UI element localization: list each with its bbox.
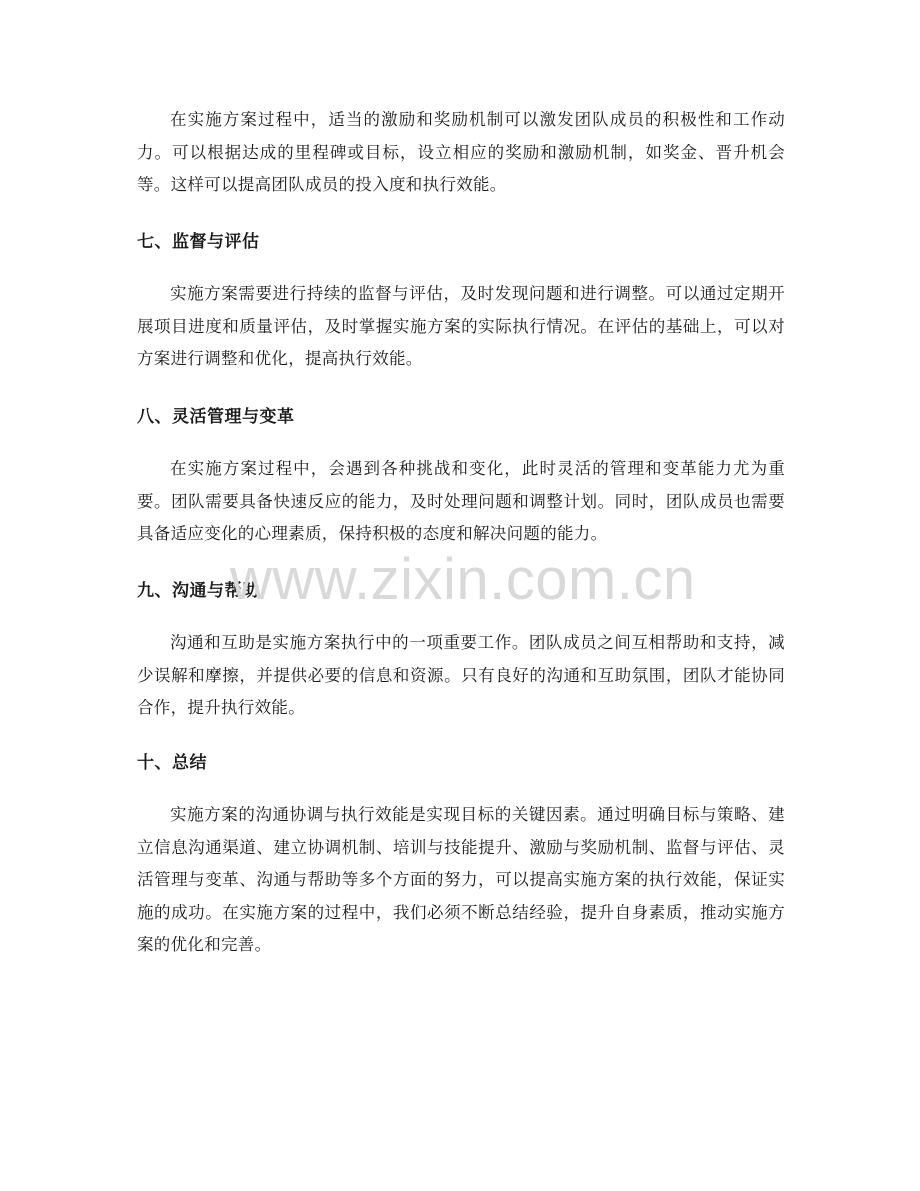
watermark: www.zixin.com.cn — [230, 547, 696, 612]
paragraph-summary: 实施方案的沟通协调与执行效能是实现目标的关键因素。通过明确目标与策略、建立信息沟通渠道、建立协调机制、培训与技能提升、激励与奖励机制、监督与评估、灵活管理与变革、沟通与帮助等多个方面的努力，可以提高实施方案的执行效能，保证实施的成功。在实施方案的过程中，我们必须不断总结经验，提升自身素质，推动实施方案的优化和完善。 — [137, 805, 785, 954]
paragraph-communication: 沟通和互助是实施方案执行中的一项重要工作。团队成员之间互相帮助和支持，减少误解和摩擦，并提供必要的信息和资源。只有良好的沟通和互助氛围，团队才能协同合作，提升执行效能。 — [137, 633, 785, 717]
paragraph-incentive: 在实施方案过程中，适当的激励和奖励机制可以激发团队成员的积极性和工作动力。可以根据达成的里程碑或目标，设立相应的奖励和激励机制，如奖金、晋升机会等。这样可以提高团队成员的投入度和执行效能。 — [137, 110, 785, 194]
paragraph-flexibility: 在实施方案过程中，会遇到各种挑战和变化，此时灵活的管理和变革能力尤为重要。团队需要具备快速反应的能力，及时处理问题和调整计划。同时，团队成员也需要具备适应变化的心理素质，保持积极的态度和解决问题的能力。 — [137, 459, 785, 543]
heading-supervision: 七、监督与评估 — [137, 232, 260, 252]
section-supervision — [137, 229, 785, 255]
heading-communication: 九、沟通与帮助 — [137, 581, 260, 601]
section-communication — [137, 578, 785, 604]
section-supervision-body — [137, 278, 785, 376]
section-communication-body — [137, 627, 785, 725]
section-summary-body — [137, 799, 785, 962]
section-flexibility-body — [137, 453, 785, 551]
heading-summary: 十、总结 — [137, 753, 207, 773]
heading-flexibility: 八、灵活管理与变革 — [137, 407, 295, 427]
section-incentive — [137, 104, 785, 202]
section-flexibility — [137, 404, 785, 430]
paragraph-supervision: 实施方案需要进行持续的监督与评估，及时发现问题和进行调整。可以通过定期开展项目进度和质量评估，及时掌握实施方案的实际执行情况。在评估的基础上，可以对方案进行调整和优化，提高执行效能。 — [137, 284, 785, 368]
section-summary — [137, 750, 785, 776]
